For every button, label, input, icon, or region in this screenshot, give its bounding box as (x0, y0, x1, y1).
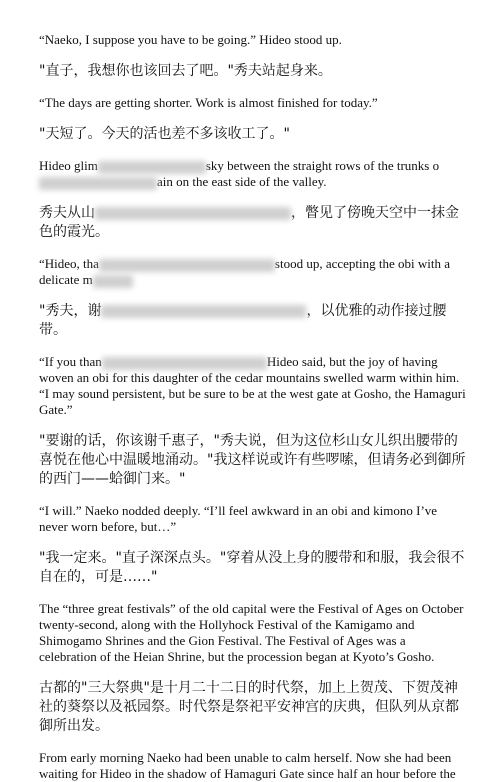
text-segment: ain on the east side of the valley. (157, 174, 327, 189)
text-segment: "要谢的话，你该谢千惠子，"秀夫说，但为这位杉山女儿织出腰带的喜悦在他心中温暖地涌动。"我这样说或许有些啰嗦，但请务必到御所的西门——蛤御门来。" (39, 433, 466, 487)
chinese-paragraph (39, 549, 466, 587)
redacted-text (95, 207, 291, 220)
text-segment: sky between the straight rows of the trunks o (205, 158, 440, 173)
text-segment: "我一定来。"直子深深点头。"穿着从没上身的腰带和和服，我会很不自在的，可是……" (39, 550, 465, 585)
redacted-text (93, 275, 133, 288)
text-segment: The “three great festivals” of the old capital were the Festival of Ages on October twenty-second, along with the Hollyhock Festival of the Kamigamo and Shimogamo Shrines and the Gion Festival. The Festival of Ages was a celebration of the Heian Shrine, but the procession began at Kyoto’s Gosho. (39, 601, 464, 664)
text-segment: “I will.” Naeko nodded deeply. “I’ll feel awkward in an obi and kimono I’ve never worn before, but…” (39, 503, 438, 534)
redacted-text (101, 305, 306, 318)
english-paragraph (39, 503, 466, 535)
english-paragraph (39, 750, 466, 782)
text-segment: stood up, accepting the obi with a delicate m (39, 256, 451, 287)
english-paragraph (39, 95, 466, 111)
chinese-paragraph (39, 125, 466, 144)
english-paragraph (39, 256, 466, 288)
text-segment: "天短了。今天的活也差不多该收工了。" (39, 126, 290, 142)
text-segment: From early morning Naeko had been unable to calm herself. Now she had been waiting for Hideo in the shadow of Hamaguri Gate since half an hour before the (39, 750, 456, 781)
chinese-paragraph (39, 432, 466, 489)
text-segment: “The days are getting shorter. Work is almost finished for today.” (39, 95, 378, 110)
redacted-text (102, 357, 267, 370)
text-segment: “Naeko, I suppose you have to be going.” Hideo stood up. (39, 32, 342, 47)
redacted-text (99, 259, 275, 272)
redacted-text (39, 177, 157, 190)
english-paragraph (39, 158, 466, 190)
text-segment: Hideo glim (39, 158, 98, 173)
english-paragraph (39, 354, 466, 418)
text-segment: Hideo said, but the joy of having woven an obi for this daughter of the cedar mountains swelled warm within him. “I may sound persistent, but be sure to be at the west gate at Gosho, the Hamaguri Gate.” (39, 354, 466, 417)
english-paragraph (39, 32, 466, 48)
text-segment: "直子，我想你也该回去了吧。"秀夫站起身来。 (39, 63, 332, 79)
chinese-paragraph (39, 302, 466, 340)
english-paragraph (39, 601, 466, 665)
text-segment: 古都的"三大祭典"是十月二十二日的时代祭，加上上贺茂、下贺茂神社的葵祭以及祇园祭。时代祭是祭祀平安神宫的庆典，但队列从京都御所出发。 (39, 680, 459, 734)
text-segment: ，瞥见了傍晚天空中一抹金色的霞光。 (39, 205, 459, 240)
text-segment: ，以优雅的动作接过腰带。 (39, 303, 447, 338)
text-segment: “Hideo, tha (39, 256, 99, 271)
chinese-paragraph (39, 204, 466, 242)
chinese-paragraph (39, 679, 466, 736)
text-segment: 秀夫从山 (39, 205, 95, 221)
redacted-text (98, 161, 206, 174)
text-segment: “If you than (39, 354, 102, 369)
chinese-paragraph (39, 62, 466, 81)
text-segment: "秀夫，谢 (39, 303, 102, 319)
